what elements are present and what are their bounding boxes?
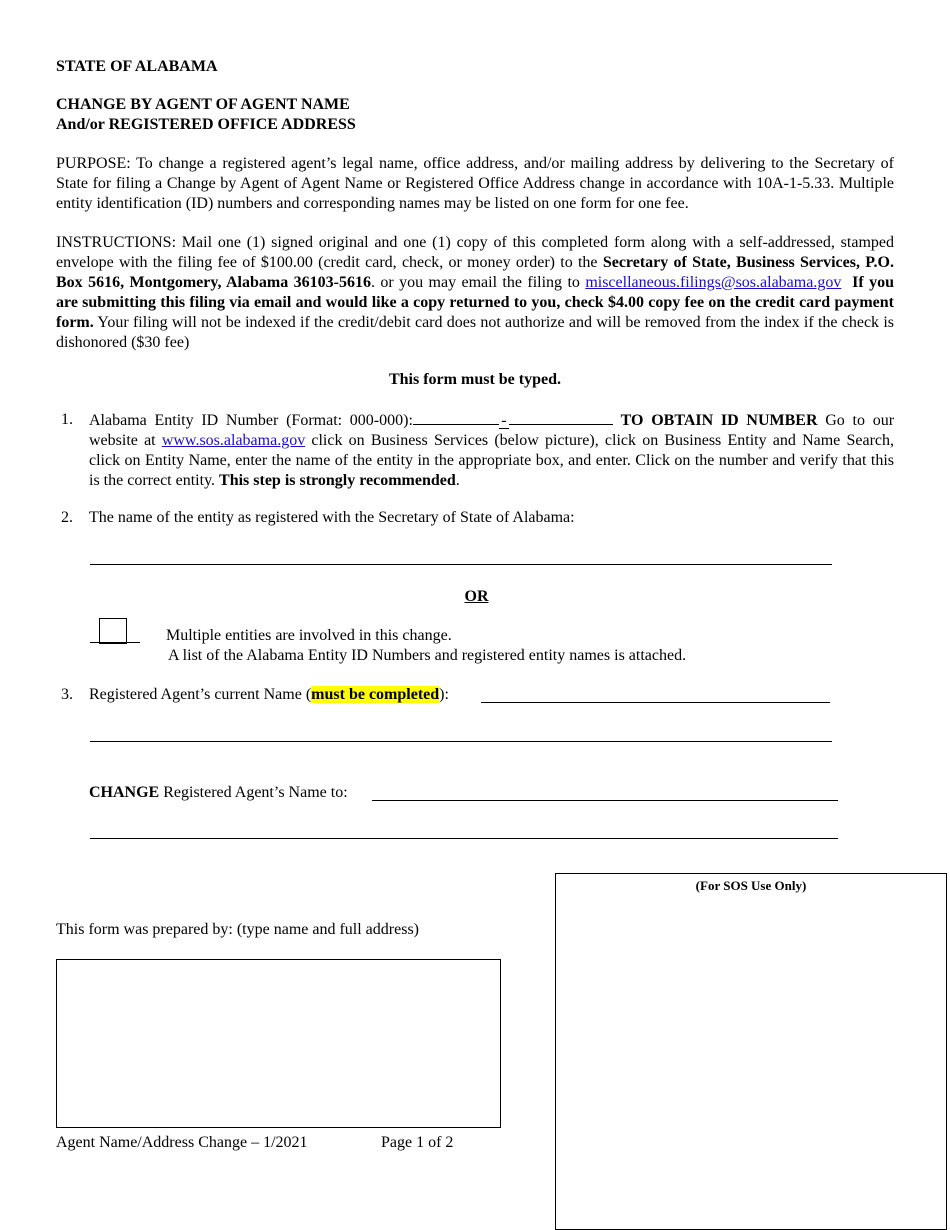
new-agent-name-line-2[interactable] — [90, 838, 838, 839]
current-agent-name-line-2[interactable] — [90, 741, 832, 742]
entity-name-label: The name of the entity as registered with the Secretary of State of Alabama: — [89, 509, 575, 526]
entity-id-dash: - — [499, 414, 509, 429]
multiple-entities-label: Multiple entities are involved in this change. — [166, 627, 452, 644]
entity-id-label: Alabama Entity ID Number (Format: 000-000): — [89, 412, 413, 429]
recommended-note: This step is strongly recommended — [219, 472, 456, 489]
state-heading: STATE OF ALABAMA — [56, 58, 218, 75]
form-title-line2: And/or REGISTERED OFFICE ADDRESS — [56, 116, 356, 133]
prepared-by-label: This form was prepared by: (type name and full address) — [56, 921, 419, 938]
item-1-number: 1. — [61, 411, 73, 428]
item-3-number: 3. — [61, 686, 73, 703]
email-copy-note: If you are submitting this filing via email and would like a copy returned to you, check $4.00 copy fee on the credit card payment form. — [56, 274, 895, 331]
item-1-text — [89, 410, 894, 491]
email-link[interactable]: miscellaneous.filings@sos.alabama.gov — [585, 274, 842, 291]
footer-form-id: Agent Name/Address Change – 1/2021 — [56, 1134, 308, 1151]
obtain-id-text-3: . — [455, 472, 460, 489]
entity-name-input-line[interactable] — [90, 564, 832, 565]
instructions-text-2: . or you may email the filing to — [370, 274, 586, 291]
must-be-completed-highlight: must be completed — [311, 686, 440, 703]
change-agent-name-label — [89, 783, 348, 803]
item-2-number: 2. — [61, 509, 73, 526]
website-link[interactable]: www.sos.alabama.gov — [161, 432, 306, 449]
purpose-paragraph: PURPOSE: To change a registered agent’s legal name, office address, and/or mailing address by delivering to the Secretary of State for filing a Change by Agent of Agent Name or Registered Office Address change in accordance with 10A-1-5.33. Multiple entity identification (ID) numbers and corresponding names may be listed on one form for one fee. — [56, 155, 894, 212]
new-agent-name-input[interactable] — [372, 800, 838, 801]
entity-id-input-part2[interactable] — [509, 410, 613, 425]
multiple-entities-checkbox[interactable] — [99, 618, 127, 644]
or-divider: OR — [464, 588, 489, 605]
footer-page-number: Page 1 of 2 — [381, 1134, 454, 1151]
multiple-entities-note: A list of the Alabama Entity ID Numbers and registered entity names is attached. — [168, 647, 687, 664]
change-agent-label-rest: Registered Agent’s Name to: — [159, 784, 348, 801]
current-agent-name-input[interactable] — [481, 702, 830, 703]
sos-use-only-box — [555, 873, 947, 1230]
prepared-by-textbox[interactable] — [56, 959, 501, 1128]
change-keyword: CHANGE — [89, 784, 160, 801]
sos-use-only-label: (For SOS Use Only) — [695, 878, 807, 893]
current-agent-label-start: Registered Agent’s current Name ( — [89, 686, 312, 703]
form-title-line1: CHANGE BY AGENT OF AGENT NAME — [56, 96, 350, 113]
instructions-text-3: Your filing will not be indexed if the credit/debit card does not authorize and will be removed from the index if the check is dishonored ($30 fee) — [56, 314, 894, 351]
obtain-id-heading: TO OBTAIN ID NUMBER — [620, 412, 818, 429]
instructions-paragraph — [56, 233, 894, 353]
must-be-typed-notice: This form must be typed. — [388, 371, 561, 388]
entity-id-input-part1[interactable] — [413, 410, 499, 425]
current-agent-name-label — [89, 685, 449, 705]
obtain-id-text-2: click on Business Services (below picture), click on Business Entity and Name Search, click on Entity Name, enter the name of the entity in the appropriate box, and enter. Click on the number and verify that this is the correct entity. — [89, 432, 895, 489]
obtain-id-text-1: Go to our website at — [89, 412, 895, 449]
current-agent-label-end: ): — [439, 686, 449, 703]
mailing-address: Secretary of State, Business Services, P.O. Box 5616, Montgomery, Alabama 36103-5616 — [56, 254, 894, 291]
instructions-text-1: INSTRUCTIONS: Mail one (1) signed original and one (1) copy of this completed form along with a self-addressed, stamped envelope with the filing fee of $100.00 (credit card, check, or money order) to the — [56, 234, 894, 271]
